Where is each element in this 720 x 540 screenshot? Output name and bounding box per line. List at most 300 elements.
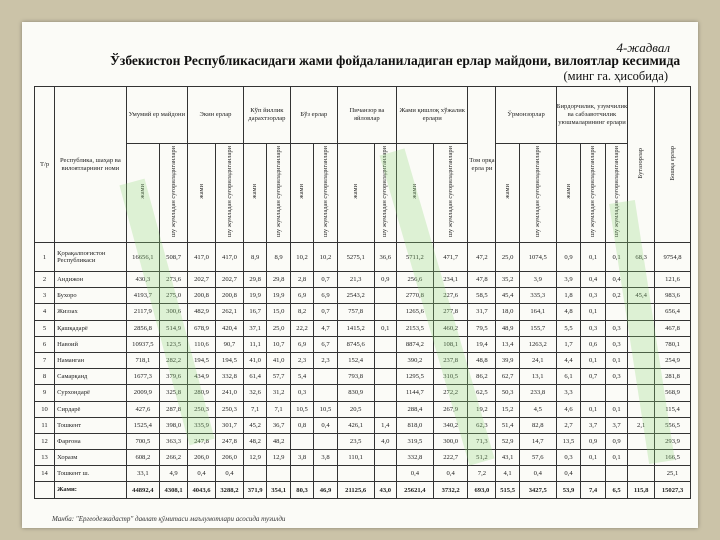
table-cell: 0,7 [314,304,337,320]
table-cell: 19,9 [243,288,266,304]
table-cell: 417,0 [188,243,216,272]
table-cell: 21,3 [337,272,374,288]
table-cell: 293,9 [655,433,691,449]
table-cell: 266,2 [160,450,188,466]
table-row [35,336,691,352]
table-cell [374,401,396,417]
land-area-table [34,86,691,499]
table-cell: 31,7 [468,304,496,320]
table-cell: 6,9 [290,288,313,304]
table-cell: 2770,8 [396,288,433,304]
header-other: Бошқа ерлар [655,87,691,243]
table-cell: 61,4 [243,369,266,385]
table-number: 4-жадвал [616,40,670,55]
table-cell: 18,0 [496,304,519,320]
table-cell: 1,4 [374,417,396,433]
table-cell: 39,9 [496,352,519,368]
row-number: 3 [35,288,55,304]
table-cell: 71,3 [468,433,496,449]
row-number: 14 [35,466,55,482]
table-cell: 200,8 [215,288,243,304]
table-cell: 6,9 [314,288,337,304]
table-cell: 52,9 [496,433,519,449]
table-cell: 25,1 [655,466,691,482]
table-cell [337,466,374,482]
table-cell: 3,8 [290,450,313,466]
table-cell: 0,1 [581,243,606,272]
table-cell: 467,8 [655,320,691,336]
row-number: 9 [35,385,55,401]
table-cell: 2856,8 [126,320,160,336]
table-cell: 45,2 [243,417,266,433]
table-cell: 164,1 [519,304,556,320]
table-cell: 115,8 [628,482,655,498]
sub-irrigated: шу жумладан суғориладиганлари [267,144,290,243]
table-cell: 7,1 [267,401,290,417]
table-cell: 793,8 [337,369,374,385]
table-cell: 36,6 [374,243,396,272]
table-row [35,272,691,288]
table-cell [374,336,396,352]
table-cell: 0,4 [215,466,243,482]
table-cell: 15,0 [267,304,290,320]
table-cell: 1074,5 [519,243,556,272]
table-cell: 0,7 [314,272,337,288]
table-cell [605,466,627,482]
table-cell: 90,7 [215,336,243,352]
table-cell: 206,0 [215,450,243,466]
table-cell: 3,3 [556,385,581,401]
table-cell: 0,1 [581,304,606,320]
table-cell: 2009,9 [126,385,160,401]
table-cell: 194,5 [215,352,243,368]
table-cell: 62,5 [468,385,496,401]
table-cell: 0,3 [581,320,606,336]
table-cell: 7,4 [581,482,606,498]
table-unit: (минг га. ҳисобида) [563,69,668,83]
row-number: 4 [35,304,55,320]
table-row [35,417,691,433]
table-cell: 3,7 [581,417,606,433]
table-cell: 3,8 [314,450,337,466]
table-cell: 14,7 [519,433,556,449]
table-cell: 568,9 [655,385,691,401]
sub-irrigated: шу жумладан суғориладиганлари [605,144,627,243]
region-name: Самарқанд [55,369,127,385]
table-cell: 110,6 [188,336,216,352]
table-cell: 194,5 [188,352,216,368]
table-cell: 6,5 [605,482,627,498]
table-cell: 200,8 [188,288,216,304]
table-cell: 5275,1 [337,243,374,272]
table-cell: 8,9 [267,243,290,272]
table-cell: 427,6 [126,401,160,417]
table-body [35,243,691,499]
row-number: 11 [35,417,55,433]
table-cell: 780,1 [655,336,691,352]
table-cell: 79,5 [468,320,496,336]
table-cell: 0,2 [605,288,627,304]
table-cell: 25,0 [496,243,519,272]
table-cell: 10,7 [267,336,290,352]
table-row [35,243,691,272]
row-number: 10 [35,401,55,417]
table-cell: 152,4 [337,352,374,368]
sub-irrigated: шу жумладан суғориладиганлари [215,144,243,243]
table-cell: 10937,5 [126,336,160,352]
table-cell: 41,0 [243,352,266,368]
table-cell: 1144,7 [396,385,433,401]
table-cell: 390,2 [396,352,433,368]
table-cell: 0,1 [581,450,606,466]
table-cell: 8745,6 [337,336,374,352]
table-cell: 272,2 [433,385,468,401]
table-cell: 256,6 [396,272,433,288]
header-shrubs: Бутазорлар [628,87,655,243]
table-cell: 51,4 [496,417,519,433]
header-perennial: Кўп йиллик дарахтзорлар [243,87,290,144]
table-cell: 80,3 [290,482,313,498]
table-cell [374,352,396,368]
table-cell: 332,8 [215,369,243,385]
sub-total: жами [126,144,160,243]
table-cell: 6,7 [314,336,337,352]
table-cell: 0,1 [605,352,627,368]
table-cell: 10,5 [314,401,337,417]
region-name: Фарғона [55,433,127,449]
table-cell: 57,7 [267,369,290,385]
table-cell [628,336,655,352]
table-cell: 45,4 [628,288,655,304]
sub-irrigated: шу жумладан суғориладиганлари [314,144,337,243]
table-cell: 1265,6 [396,304,433,320]
sub-total: жами [496,144,519,243]
table-cell: 288,4 [396,401,433,417]
table-cell: 247,8 [215,433,243,449]
table-cell: 50,3 [496,385,519,401]
table-cell: 4,5 [519,401,556,417]
table-cell: 241,0 [215,385,243,401]
table-cell: 818,0 [396,417,433,433]
table-cell: 0,4 [314,417,337,433]
table-cell: 0,1 [374,320,396,336]
table-cell: 379,6 [160,369,188,385]
table-row [35,352,691,368]
table-cell: 287,8 [160,401,188,417]
table-cell: 0,1 [605,401,627,417]
table-cell: 4193,7 [126,288,160,304]
table-cell: 2117,9 [126,304,160,320]
table-cell: 0,3 [290,385,313,401]
table-cell: 10,5 [290,401,313,417]
sub-total: жами [556,144,581,243]
table-cell: 47,2 [468,243,496,272]
table-cell: 363,3 [160,433,188,449]
table-cell [374,385,396,401]
table-cell: 0,9 [581,433,606,449]
table-cell [628,352,655,368]
table-cell [605,304,627,320]
table-cell: 45,4 [496,288,519,304]
region-name: Андижон [55,272,127,288]
table-cell: 282,2 [160,352,188,368]
row-number: 5 [35,320,55,336]
table-cell: 0,8 [290,417,313,433]
table-cell: 6,1 [556,369,581,385]
table-cell: 10,2 [290,243,313,272]
table-cell: 13,1 [519,369,556,385]
table-cell: 335,9 [188,417,216,433]
table-cell: 3732,2 [433,482,468,498]
table-cell: 62,3 [468,417,496,433]
table-cell: 300,6 [160,304,188,320]
table-cell [628,450,655,466]
table-cell: 371,9 [243,482,266,498]
region-name: Жиззах [55,304,127,320]
table-cell: 8,2 [290,304,313,320]
table-cell: 1415,2 [337,320,374,336]
table-cell: 514,9 [160,320,188,336]
table-cell: 417,0 [215,243,243,272]
header-total-area: Умумий ер майдони [126,87,187,144]
table-cell: 1,7 [556,336,581,352]
table-cell [314,466,337,482]
table-cell: 325,8 [160,385,188,401]
header-num: Т/р [35,87,55,243]
table-cell: 202,7 [215,272,243,288]
header-gardening: Бирдорчилик, узумчилик ва сабзавотчилик уюшмаларининг ерлари [556,87,628,144]
region-name: Наманган [55,352,127,368]
table-cell: 420,4 [215,320,243,336]
region-name: Сурхондарё [55,385,127,401]
table-cell [628,272,655,288]
table-cell: 57,6 [519,450,556,466]
table-cell [243,466,266,482]
table-cell [628,304,655,320]
table-cell [374,304,396,320]
table-cell: 41,0 [267,352,290,368]
table-cell: 47,8 [468,272,496,288]
table-cell: 19,9 [267,288,290,304]
table-row-total [35,482,691,498]
table-cell: 20,5 [337,401,374,417]
region-name: Бухоро [55,288,127,304]
table-cell: 250,3 [215,401,243,417]
table-row [35,433,691,449]
table-cell: 48,2 [243,433,266,449]
table-cell [374,466,396,482]
table-cell: 656,4 [655,304,691,320]
table-cell: 0,1 [581,401,606,417]
table-cell: 9754,8 [655,243,691,272]
table-cell: 1,8 [556,288,581,304]
table-cell: 13,5 [556,433,581,449]
table-cell: 254,9 [655,352,691,368]
table-cell: 4,7 [314,320,337,336]
table-cell: 6,9 [290,336,313,352]
table-cell: 35,2 [496,272,519,288]
table-cell: 0,3 [605,336,627,352]
table-cell [628,385,655,401]
header-household: Том орқа ерла ри [468,87,496,243]
table-cell: 5,5 [556,320,581,336]
table-cell: 718,1 [126,352,160,368]
table-cell: 15,2 [496,401,519,417]
table-cell: 123,5 [160,336,188,352]
table-cell: 29,8 [267,272,290,288]
table-cell: 471,7 [433,243,468,272]
table-cell: 13,4 [496,336,519,352]
table-cell: 0,6 [581,336,606,352]
table-cell [628,466,655,482]
table-cell: 16656,1 [126,243,160,272]
region-name: Сирдарё [55,401,127,417]
table-cell: 2,3 [314,352,337,368]
table-cell [628,320,655,336]
table-cell: 0,4 [556,466,581,482]
region-name: Тошкент [55,417,127,433]
table-cell: 227,6 [433,288,468,304]
table-cell: 46,9 [314,482,337,498]
table-cell: 3,7 [605,417,627,433]
table-row [35,304,691,320]
table-cell [290,433,313,449]
sub-irrigated: шу жумладан суғориладиганлари [433,144,468,243]
header-fallow: Бўз ерлар [290,87,337,144]
table-cell: 206,0 [188,450,216,466]
table-cell: 277,8 [433,304,468,320]
table-cell: 44892,4 [126,482,160,498]
table-cell [314,369,337,385]
table-cell: 0,1 [605,243,627,272]
table-cell [374,288,396,304]
row-number: 1 [35,243,55,272]
table-cell: 4,0 [374,433,396,449]
table-cell: 301,7 [215,417,243,433]
table-cell: 0,4 [519,466,556,482]
table-cell: 7,2 [468,466,496,482]
table-cell: 678,9 [188,320,216,336]
table-cell: 2,3 [290,352,313,368]
table-cell: 340,2 [433,417,468,433]
table-cell: 310,5 [433,369,468,385]
table-cell: 43,0 [374,482,396,498]
sub-total: жами [243,144,266,243]
table-cell: 25621,4 [396,482,433,498]
table-cell: 12,9 [243,450,266,466]
table-cell: 68,3 [628,243,655,272]
header-pastures: Пичанзор ва яйловлар [337,87,396,144]
table-cell: 4,1 [496,466,519,482]
table-cell [581,466,606,482]
table-row [35,288,691,304]
table-cell: 8874,2 [396,336,433,352]
table-cell: 983,6 [655,288,691,304]
region-name: Жами: [55,482,127,498]
table-cell: 0,1 [581,352,606,368]
table-cell: 700,5 [126,433,160,449]
table-cell: 8,9 [243,243,266,272]
table-cell [628,433,655,449]
table-cell: 21125,6 [337,482,374,498]
table-cell: 281,8 [655,369,691,385]
table-cell: 267,9 [433,401,468,417]
table-cell: 10,2 [314,243,337,272]
table-cell: 608,2 [126,450,160,466]
table-cell: 0,3 [605,320,627,336]
row-number: 7 [35,352,55,368]
table-cell: 22,2 [290,320,313,336]
header-arable: Экин ерлар [188,87,244,144]
table-cell: 757,8 [337,304,374,320]
table-cell: 4043,6 [188,482,216,498]
row-number: 6 [35,336,55,352]
table-cell: 0,4 [188,466,216,482]
row-number: 13 [35,450,55,466]
row-number [35,482,55,498]
header-forests: Ўрмонзорлар [496,87,556,144]
table-cell: 830,9 [337,385,374,401]
table-cell: 0,4 [433,466,468,482]
table-row [35,385,691,401]
table-cell: 19,4 [468,336,496,352]
table-cell: 0,4 [605,272,627,288]
table-cell: 4,8 [556,304,581,320]
table-cell: 86,2 [468,369,496,385]
table-row [35,450,691,466]
table-cell: 233,8 [519,385,556,401]
table-cell: 62,7 [496,369,519,385]
table-cell [605,385,627,401]
table-cell: 37,1 [243,320,266,336]
table-cell: 121,6 [655,272,691,288]
table-cell: 23,5 [337,433,374,449]
table-cell: 398,0 [160,417,188,433]
table-cell: 3288,2 [215,482,243,498]
table-cell: 48,9 [496,320,519,336]
table-cell: 4,4 [556,352,581,368]
table-cell: 4,6 [556,401,581,417]
table-cell: 482,9 [188,304,216,320]
table-cell: 3,9 [556,272,581,288]
table-cell: 693,0 [468,482,496,498]
table-cell: 3,9 [519,272,556,288]
table-cell [314,433,337,449]
table-cell: 7,1 [243,401,266,417]
table-cell: 1295,5 [396,369,433,385]
table-cell: 273,6 [160,272,188,288]
table-row [35,320,691,336]
table-cell: 15027,3 [655,482,691,498]
table-cell: 275,0 [160,288,188,304]
table-cell: 12,9 [267,450,290,466]
region-name: Қорақалпоғистон Республикаси [55,243,127,272]
table-cell: 4,9 [160,466,188,482]
table-cell: 332,8 [396,450,433,466]
table-title: Ўзбекистон Республикасидаги жами фойдаланиладиган ерлар майдони, вилоятлар кесимида [110,53,681,68]
table-cell: 1263,2 [519,336,556,352]
sub-irrigated: шу жумладан суғориладиганлари [160,144,188,243]
table-cell: 5,4 [290,369,313,385]
table-cell: 36,7 [267,417,290,433]
table-cell: 237,8 [433,352,468,368]
table-row [35,401,691,417]
table-cell: 51,2 [468,450,496,466]
table-cell: 32,6 [243,385,266,401]
table-cell: 2543,2 [337,288,374,304]
table-cell: 234,1 [433,272,468,288]
table-cell: 250,3 [188,401,216,417]
